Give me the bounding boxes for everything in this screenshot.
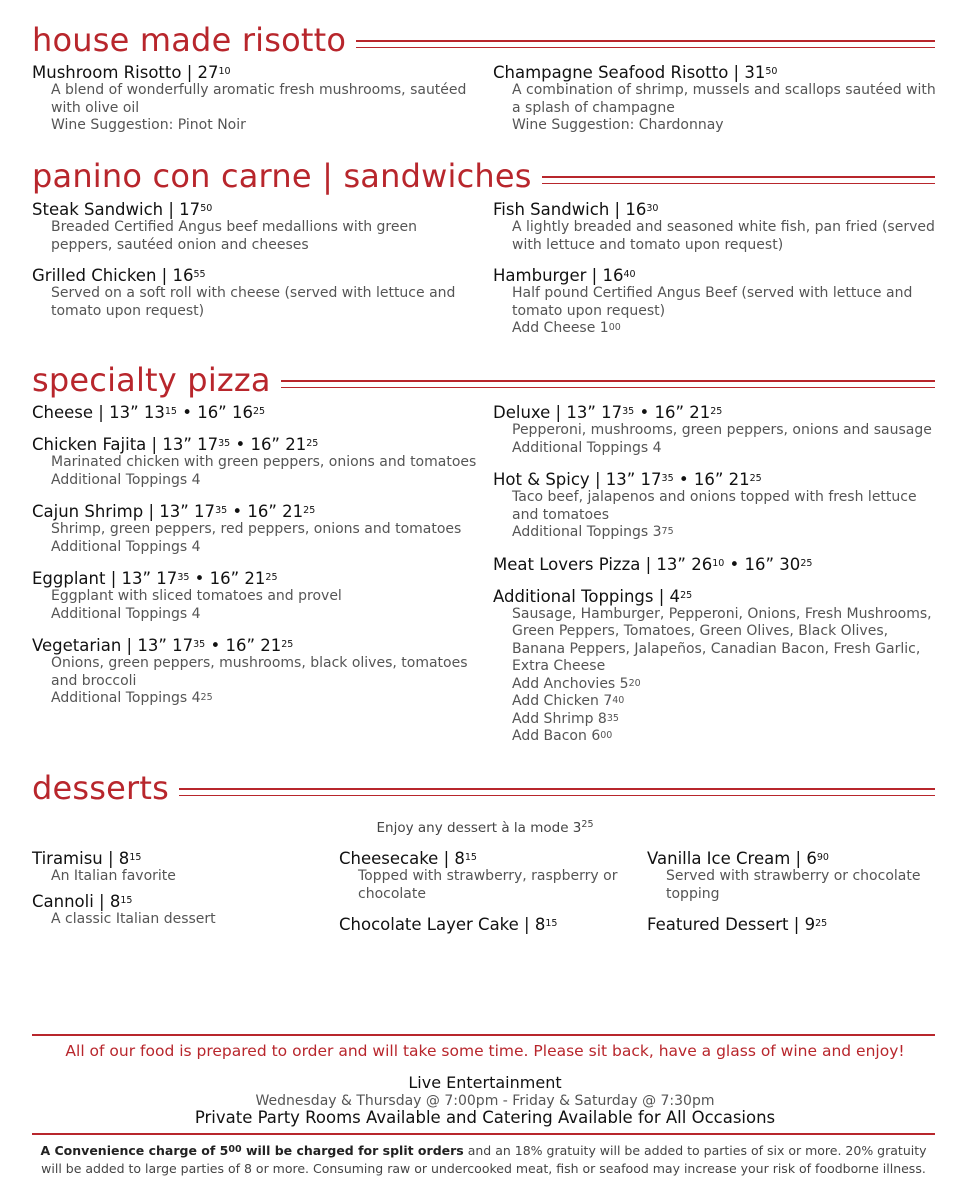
item-name (493, 63, 938, 82)
price-cents: 35 (622, 406, 635, 417)
item-description: Served with strawberry or chocolate topping (666, 868, 921, 902)
item-name-text: Mushroom Risotto | 27 (32, 63, 219, 82)
item-description: A blend of wonderfully aromatic fresh mushrooms, sautéed with olive oil (51, 82, 467, 116)
price-cents: 90 (816, 852, 829, 863)
item-description: Taco beef, jalapenos and onions topped with fresh lettuce and tomatoes (512, 489, 917, 523)
price-cents: 00 (608, 322, 621, 333)
item-description: Pepperoni, mushrooms, green peppers, onions and sausage (512, 422, 932, 438)
item-name (32, 892, 322, 911)
item-name (32, 849, 322, 868)
item-description: A combination of shrimp, mussels and scallops sautéed with a splash of champagne (512, 82, 936, 116)
menu-item (493, 200, 938, 254)
price-cents: 00 (600, 730, 613, 741)
item-name (32, 435, 482, 454)
add-on-text: Additional Toppings 4 (51, 690, 201, 706)
price-cents: 75 (661, 526, 674, 537)
menu-item (493, 403, 938, 457)
price-cents: 15 (129, 852, 142, 863)
item-add-on (493, 524, 938, 542)
price-cents: 20 (628, 677, 641, 689)
pizza-left-column (32, 403, 482, 721)
section-rule (542, 176, 935, 184)
sandwiches-left-column (32, 200, 472, 332)
add-on-text: Add Bacon 6 (512, 728, 601, 744)
price-cents: 25 (200, 692, 213, 703)
item-add-on (32, 690, 482, 708)
item-name (493, 266, 938, 285)
menu-item (493, 587, 938, 746)
item-name (339, 915, 629, 934)
item-price-text: • 16” 21 (673, 470, 750, 489)
menu-item (32, 849, 322, 886)
menu-item (493, 266, 938, 338)
add-on-text: Add Chicken 7 (512, 693, 613, 709)
section-rule (179, 788, 935, 796)
menu-item (32, 200, 472, 254)
item-price-text: • 16” 21 (227, 502, 304, 521)
item-price-text: Eggplant | 13” 17 (32, 569, 178, 588)
item-description: Additional Toppings 4 (51, 471, 201, 488)
item-description: A lightly breaded and seasoned white fish, pan fried (served with lettuce and tomato upon request) (512, 219, 935, 253)
item-add-on (493, 711, 938, 729)
menu-item (32, 266, 472, 320)
item-name (493, 555, 938, 574)
price-cents: 15 (120, 894, 133, 906)
desserts-column-1 (32, 849, 322, 934)
footer-bottom-rule (32, 1133, 935, 1135)
item-name (32, 403, 482, 422)
item-price-text: • 16” 21 (189, 569, 266, 588)
item-price-text: Cajun Shrimp | 13” 17 (32, 502, 216, 521)
price-cents: 50 (200, 203, 213, 214)
item-name (493, 403, 938, 422)
item-add-on (493, 320, 938, 338)
item-price-text: Vegetarian | 13” 17 (32, 636, 194, 655)
price-cents: 25 (265, 572, 278, 583)
desserts-header (32, 769, 935, 807)
item-name-text: Fish Sandwich | 16 (493, 200, 647, 219)
item-price-text: Chicken Fajita | 13” 17 (32, 435, 219, 454)
item-name-text: Grilled Chicken | 16 (32, 266, 194, 285)
item-description: A classic Italian dessert (51, 910, 216, 927)
item-add-on (493, 676, 938, 694)
item-price-text: • 16” 16 (176, 403, 253, 422)
item-description: Eggplant with sliced tomatoes and provel (51, 588, 342, 604)
desserts-column-3 (647, 849, 937, 946)
pizza-right-column (493, 403, 938, 759)
add-on-text: Additional Toppings 3 (512, 524, 662, 540)
item-name (647, 915, 937, 934)
item-name (32, 266, 472, 285)
item-description: Marinated chicken with green peppers, onions and tomatoes (51, 454, 477, 470)
live-entertainment-title: Live Entertainment (408, 1073, 562, 1092)
desserts-column-2 (339, 849, 629, 946)
item-description: Shrimp, green peppers, red peppers, onions and tomatoes (51, 521, 462, 537)
price-cents: 25 (306, 438, 319, 449)
price-cents: 15 (164, 406, 177, 417)
item-description: Additional Toppings 4 (512, 439, 662, 456)
item-price-text: • 16” 21 (634, 403, 711, 422)
add-on-text: Add Cheese 1 (512, 320, 609, 336)
item-name-text: Champagne Seafood Risotto | 31 (493, 63, 766, 82)
item-description: Sausage, Hamburger, Pepperoni, Onions, Fresh Mushrooms, Green Peppers, Tomatoes, Green Olives, Black Olives, Banana Peppers, Jalapeños, Canadian Bacon, Fresh Garlic, Extra Cheese (512, 605, 932, 674)
item-price-text: Cheese | 13” 13 (32, 403, 165, 422)
risotto-left-column (32, 63, 472, 147)
price-cents: 10 (218, 66, 231, 77)
item-name (493, 200, 938, 219)
item-name-text: Featured Dessert | 9 (647, 915, 816, 934)
price-cents: 10 (712, 557, 725, 569)
menu-item (32, 502, 482, 556)
section-rule (281, 380, 935, 388)
price-cents: 40 (623, 269, 636, 280)
menu-item (32, 569, 482, 623)
price-cents: 35 (177, 572, 190, 583)
price-cents: 35 (215, 505, 228, 516)
item-name-text: Vanilla Ice Cream | 6 (647, 849, 817, 868)
pizza-header (32, 361, 935, 399)
item-name (32, 63, 472, 82)
fine-print: A Convenience charge of $5^{00}$ will be charged for split orders and an 18% gratuity will be added to parties of six or more. 20% gratuity will be added to large parties of 8 or more. Consuming raw or undercooked meat, fish or seafood may increase your risk of foodborne illness. (40, 1143, 927, 1176)
price-cents: 25 (815, 918, 828, 929)
price-cents: 40 (612, 695, 625, 706)
price-cents: 35 (218, 438, 231, 449)
item-name (339, 849, 629, 868)
item-price-text: Additional Toppings | 4 (493, 586, 681, 606)
item-name-text: Tiramisu | 8 (32, 849, 130, 868)
item-description: Onions, green peppers, mushrooms, black olives, tomatoes and broccoli (51, 655, 468, 689)
menu-item (339, 915, 629, 934)
item-price-text: Hot & Spicy | 13” 17 (493, 470, 662, 489)
menu-item (493, 555, 938, 574)
section-rule (356, 40, 935, 48)
private-party-notice: Private Party Rooms Available and Catering Available for All Occasions (194, 1108, 776, 1127)
item-name-text: Steak Sandwich | 17 (32, 200, 201, 219)
price-cents: 25 (281, 639, 294, 650)
price-cents: 35 (661, 473, 674, 484)
item-name (32, 636, 482, 655)
item-description: Topped with strawberry, raspberry or chocolate (358, 868, 618, 902)
pizza-title: specialty pizza (32, 361, 271, 399)
item-name-text: Cheesecake | 8 (339, 849, 465, 868)
price-cents: 15 (545, 918, 558, 929)
item-add-on (493, 693, 938, 711)
price-cents: 25 (252, 406, 266, 417)
menu-item (493, 63, 938, 135)
price-cents: 25 (710, 406, 723, 417)
menu-item (32, 63, 472, 135)
item-description: Wine Suggestion: Chardonnay (512, 117, 724, 133)
item-name (647, 849, 937, 868)
item-price-text: • 16” 21 (205, 636, 282, 655)
price-cents: 25 (749, 473, 762, 484)
desserts-title: desserts (32, 769, 170, 807)
item-name (32, 200, 472, 219)
item-name-text: Chocolate Layer Cake | 8 (339, 915, 546, 934)
split-order-charge: A Convenience charge of $5^{00}$ will be charged for split orders (40, 1143, 464, 1158)
item-price-text: • 16” 21 (230, 435, 307, 454)
price-cents: 25 (800, 557, 813, 569)
item-name (493, 470, 938, 489)
risotto-right-column (493, 63, 938, 147)
price-cents: 35 (606, 712, 619, 724)
price-cents: 30 (646, 203, 659, 214)
add-on-text: Add Shrimp 8 (512, 710, 607, 727)
item-description: Wine Suggestion: Pinot Noir (51, 117, 246, 133)
item-description: Half pound Certified Angus Beef (served with lettuce and tomato upon request) (512, 285, 913, 319)
price-cents: 55 (193, 269, 206, 280)
item-name (32, 569, 482, 588)
item-description: Breaded Certified Angus beef medallions with green peppers, sautéed onion and cheeses (51, 219, 417, 253)
price-cents: 35 (193, 639, 206, 650)
sandwiches-right-column (493, 200, 938, 350)
item-name-text: Hamburger | 16 (493, 266, 624, 285)
risotto-header (32, 21, 935, 59)
price-cents: 15 (464, 852, 477, 863)
item-name (493, 587, 938, 606)
live-entertainment-times: Wednesday & Thursday @ 7:00pm - Friday & Saturday @ 7:30pm (255, 1093, 715, 1109)
menu-item (493, 470, 938, 542)
add-on-text: Add Anchovies 5 (512, 675, 629, 692)
risotto-title: house made risotto (32, 21, 347, 59)
item-name-text: Cannoli | 8 (32, 891, 121, 911)
price-cents: 25 (680, 589, 693, 601)
item-name (32, 502, 482, 521)
item-description: Additional Toppings 4 (51, 605, 201, 622)
menu-item (32, 636, 482, 708)
item-price-text: • 16” 30 (724, 554, 801, 574)
menu-item (32, 403, 482, 422)
menu-item (32, 435, 482, 489)
dessert-a-la-mode-note: Enjoy any dessert à la mode $3^{25}$ (376, 819, 594, 836)
item-price-text: Meat Lovers Pizza | 13” 26 (493, 554, 713, 574)
sandwiches-header (32, 157, 935, 195)
menu-item (339, 849, 629, 903)
menu-item (32, 892, 322, 929)
item-add-on (493, 728, 938, 746)
footer-top-rule (32, 1034, 935, 1036)
menu-item (647, 849, 937, 903)
price-cents: 50 (765, 66, 778, 77)
item-description: Served on a soft roll with cheese (served with lettuce and tomato upon request) (51, 285, 456, 319)
price-cents: 25 (303, 505, 316, 516)
item-description: An Italian favorite (51, 868, 176, 884)
menu-item (647, 915, 937, 934)
item-description: Additional Toppings 4 (51, 538, 201, 555)
sandwiches-title: panino con carne | sandwiches (32, 157, 532, 195)
item-price-text: Deluxe | 13” 17 (493, 403, 623, 422)
preparation-notice: All of our food is prepared to order and will take some time. Please sit back, have a glass of wine and enjoy! (65, 1042, 905, 1060)
